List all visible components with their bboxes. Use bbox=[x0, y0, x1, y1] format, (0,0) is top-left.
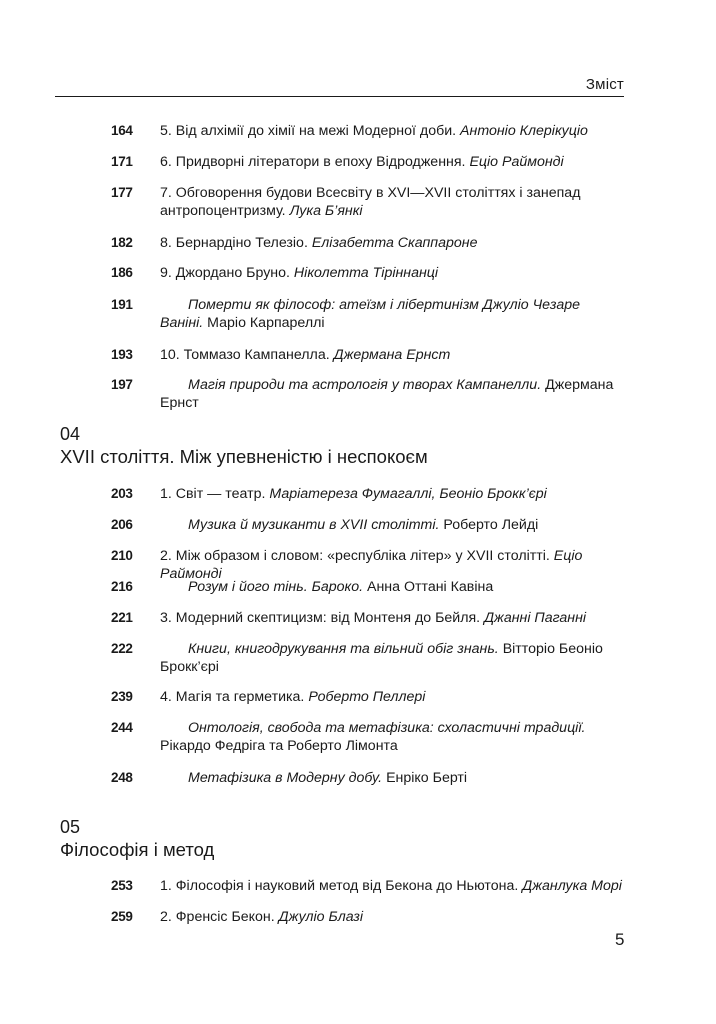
part-number: 05 bbox=[60, 817, 81, 837]
toc-sidebar-entry-text bbox=[160, 769, 625, 787]
toc-sidebar-title: Музика й музиканти в XVII столітті. bbox=[188, 517, 440, 533]
toc-chapter-title: 8. Бернардіно Телезіо. bbox=[160, 235, 308, 251]
toc-author: Роберто Лейді bbox=[443, 517, 539, 533]
toc-sidebar-entry-text bbox=[160, 296, 625, 332]
toc-entry bbox=[111, 640, 625, 676]
toc-page-number: 221 bbox=[111, 610, 133, 625]
toc-author: Ніколетта Тіріннанці bbox=[293, 265, 439, 281]
toc-sidebar-title: Книги, книгодрукування та вільний обіг знань. bbox=[188, 641, 499, 657]
toc-author: Джанні Паганні bbox=[484, 610, 587, 626]
part-number: 04 bbox=[60, 424, 81, 444]
toc-entry bbox=[111, 688, 625, 706]
toc-page-number: 248 bbox=[111, 770, 133, 785]
toc-author: Лука Б’янкі bbox=[289, 203, 363, 219]
toc-chapter-title: 6. Придворні літератори в епоху Відродження. bbox=[160, 154, 466, 170]
toc-entry bbox=[111, 346, 625, 364]
toc-entry bbox=[111, 376, 625, 412]
toc-entry bbox=[111, 234, 625, 252]
toc-entry bbox=[111, 578, 625, 596]
toc-page-number: 197 bbox=[111, 377, 133, 392]
toc-page-number: 164 bbox=[111, 123, 133, 138]
toc-chapter-title: 2. Френсіс Бекон. bbox=[160, 909, 275, 925]
toc-page-number: 191 bbox=[111, 297, 133, 312]
toc-chapter-entry-text bbox=[160, 688, 625, 706]
toc-page-number: 216 bbox=[111, 579, 133, 594]
toc-page-number: 206 bbox=[111, 517, 133, 532]
toc-sidebar-title: Померти як філософ: атеїзм і лібертинізм Джуліо Чезаре Ваніні. bbox=[160, 297, 581, 331]
toc-author: Антоніо Клерікуціо bbox=[460, 123, 588, 139]
toc-chapter-entry-text bbox=[160, 184, 625, 220]
toc-chapter-title: 5. Від алхімії до хімії на межі Модерної доби. bbox=[160, 123, 457, 139]
toc-author: Вітторіо Беоніо Брокк’єрі bbox=[160, 641, 603, 675]
toc-chapter-title: 2. Між образом і словом: «республіка літер» у XVII столітті. bbox=[160, 548, 550, 564]
toc-chapter-title: 7. Обговорення будови Всесвіту в XVI—XVII століттях і занепад антропоцентризму. bbox=[160, 185, 581, 219]
toc-entry bbox=[111, 153, 625, 171]
toc-entry bbox=[111, 485, 625, 503]
toc-page-number: 259 bbox=[111, 909, 133, 924]
toc-page-number: 239 bbox=[111, 689, 133, 704]
toc-chapter-title: 1. Філософія і науковий метод від Бекона до Ньютона. bbox=[160, 878, 519, 894]
part-title: Філософія і метод bbox=[60, 839, 215, 860]
toc-page-number: 210 bbox=[111, 548, 133, 563]
toc-author: Джермана Ернст bbox=[333, 347, 451, 363]
toc-page-number: 171 bbox=[111, 154, 133, 169]
part-title: XVII століття. Між упевненістю і неспокоєм bbox=[60, 446, 428, 467]
toc-chapter-title: 4. Магія та герметика. bbox=[160, 689, 305, 705]
toc-entry bbox=[111, 264, 625, 282]
toc-chapter-title: 10. Томмазо Кампанелла. bbox=[160, 347, 330, 363]
toc-chapter-title: 3. Модерний скептицизм: від Монтеня до Бейля. bbox=[160, 610, 481, 626]
toc-author: Енріко Берті bbox=[386, 770, 468, 786]
toc-entry bbox=[111, 877, 625, 895]
toc-sidebar-entry-text bbox=[160, 578, 625, 596]
toc-author: Джермана Ернст bbox=[160, 377, 614, 411]
toc-entry bbox=[111, 908, 625, 926]
toc-chapter-entry-text bbox=[160, 485, 625, 503]
toc-entry bbox=[111, 769, 625, 787]
toc-author: Анна Оттані Кавіна bbox=[366, 579, 494, 595]
toc-author: Джуліо Блазі bbox=[278, 909, 364, 925]
toc-chapter-entry-text bbox=[160, 346, 625, 364]
toc-page-number: 203 bbox=[111, 486, 133, 501]
toc-author: Маріатереза Фумагаллі, Беоніо Брокк’єрі bbox=[269, 486, 547, 502]
toc-entry bbox=[111, 122, 625, 140]
toc-page-number: 253 bbox=[111, 878, 133, 893]
toc-sidebar-entry-text bbox=[160, 516, 625, 534]
toc-author: Рікардо Федріга та Роберто Лімонта bbox=[160, 738, 398, 754]
toc-chapter-title: 1. Світ — театр. bbox=[160, 486, 266, 502]
toc-page-number: 193 bbox=[111, 347, 133, 362]
toc-entry bbox=[111, 184, 625, 220]
toc-page-number: 186 bbox=[111, 265, 133, 280]
page-number: 5 bbox=[615, 930, 625, 949]
toc-chapter-entry-text bbox=[160, 264, 625, 282]
toc-entry bbox=[111, 516, 625, 534]
toc-sidebar-entry-text bbox=[160, 640, 625, 676]
toc-sidebar-title: Магія природи та астрологія у творах Кампанелли. bbox=[188, 377, 542, 393]
toc-author: Еціо Раймонді bbox=[160, 548, 583, 582]
toc-author: Маріо Карпареллі bbox=[207, 315, 325, 331]
toc-sidebar-title: Розум і його тінь. Бароко. bbox=[188, 579, 364, 595]
toc-entry bbox=[111, 719, 625, 755]
toc-page-number: 222 bbox=[111, 641, 133, 656]
toc-chapter-entry-text bbox=[160, 877, 625, 895]
running-head-title: Зміст bbox=[585, 76, 624, 93]
toc-page-number: 182 bbox=[111, 235, 133, 250]
toc-chapter-entry-text bbox=[160, 234, 625, 252]
running-head bbox=[55, 74, 624, 97]
toc-chapter-entry-text bbox=[160, 609, 625, 627]
toc-page-number: 177 bbox=[111, 185, 133, 200]
toc-sidebar-title: Онтологія, свобода та метафізика: схоластичні традиції. bbox=[188, 720, 586, 736]
toc-chapter-entry-text bbox=[160, 122, 625, 140]
toc-chapter-entry-text bbox=[160, 908, 625, 926]
toc-author: Роберто Пеллері bbox=[308, 689, 426, 705]
toc-chapter-title: 9. Джордано Бруно. bbox=[160, 265, 290, 281]
toc-page-number: 244 bbox=[111, 720, 133, 735]
toc-sidebar-entry-text bbox=[160, 376, 625, 412]
toc-entry bbox=[111, 296, 625, 332]
toc-sidebar-entry-text bbox=[160, 719, 625, 755]
toc-author: Джанлука Морі bbox=[522, 878, 622, 894]
toc-author: Еціо Раймонді bbox=[469, 154, 564, 170]
toc-chapter-entry-text bbox=[160, 153, 625, 171]
toc-entry bbox=[111, 609, 625, 627]
toc-sidebar-title: Метафізика в Модерну добу. bbox=[188, 770, 383, 786]
toc-author: Елізабетта Скаппароне bbox=[311, 235, 478, 251]
